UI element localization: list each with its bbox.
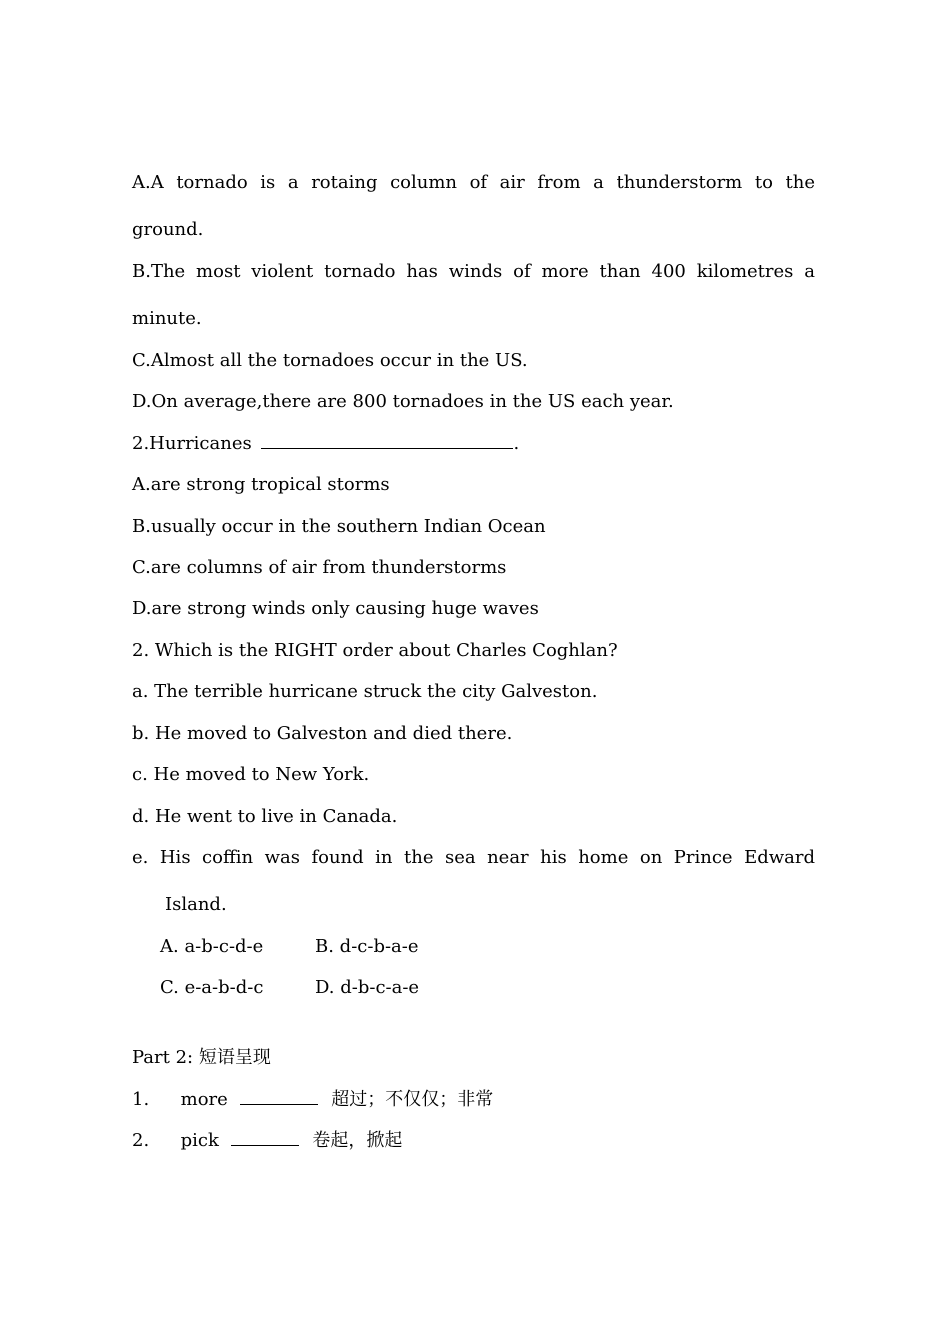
q2-stem bbox=[132, 433, 519, 455]
q1-option-d: D.On average,there are 800 tornadoes in the US each year. bbox=[132, 391, 674, 412]
q3-event-a: a. The terrible hurricane struck the city Galveston. bbox=[132, 681, 598, 702]
q3-event-e-line1: e. His coffin was found in the sea near his home on Prince Edward bbox=[132, 847, 815, 868]
q3-choice-d: D. d-b-c-a-e bbox=[315, 977, 420, 998]
q2-option-d: D.are strong winds only causing huge waves bbox=[132, 598, 539, 619]
q3-choice-a: A. a-b-c-d-e bbox=[160, 936, 264, 957]
q3-event-e-line2: Island. bbox=[165, 894, 227, 915]
phrase-item bbox=[132, 1089, 493, 1111]
q1-option-b-line1: B.The most violent tornado has winds of more than 400 kilometres a bbox=[132, 261, 815, 282]
q3-event-d: d. He went to live in Canada. bbox=[132, 806, 398, 827]
q1-option-b-line2: minute. bbox=[132, 308, 202, 329]
q3-choice-c: C. e-a-b-d-c bbox=[160, 977, 264, 998]
answer-blank bbox=[231, 1131, 299, 1146]
q3-choice-b: B. d-c-b-a-e bbox=[315, 936, 419, 957]
part2-title: Part 2: 短语呈现 bbox=[132, 1047, 271, 1068]
q1-option-a-line2: ground. bbox=[132, 219, 204, 240]
phrase-meaning: 卷起，掀起 bbox=[312, 1130, 403, 1151]
q2-stem-suffix: . bbox=[513, 433, 520, 454]
q3-event-c: c. He moved to New York. bbox=[132, 764, 370, 785]
phrase-number: 2. bbox=[132, 1130, 150, 1151]
q1-option-a-line1: A.A tornado is a rotaing column of air from a thunderstorm to the bbox=[132, 172, 815, 193]
answer-blank bbox=[240, 1090, 318, 1105]
phrase-item bbox=[132, 1130, 402, 1152]
q2-stem-prefix: 2.Hurricanes bbox=[132, 433, 252, 454]
q2-option-a: A.are strong tropical storms bbox=[132, 474, 390, 495]
q1-option-c: C.Almost all the tornadoes occur in the US. bbox=[132, 350, 528, 371]
phrase-word: more bbox=[180, 1089, 228, 1110]
phrase-number: 1. bbox=[132, 1089, 150, 1110]
q2-option-c: C.are columns of air from thunderstorms bbox=[132, 557, 507, 578]
q2-option-b: B.usually occur in the southern Indian Ocean bbox=[132, 516, 546, 537]
phrase-meaning: 超过；不仅仅；非常 bbox=[331, 1089, 494, 1110]
q3-event-b: b. He moved to Galveston and died there. bbox=[132, 723, 513, 744]
q3-stem: 2. Which is the RIGHT order about Charles Coghlan? bbox=[132, 640, 618, 661]
answer-blank bbox=[261, 434, 513, 449]
phrase-word: pick bbox=[180, 1130, 219, 1151]
